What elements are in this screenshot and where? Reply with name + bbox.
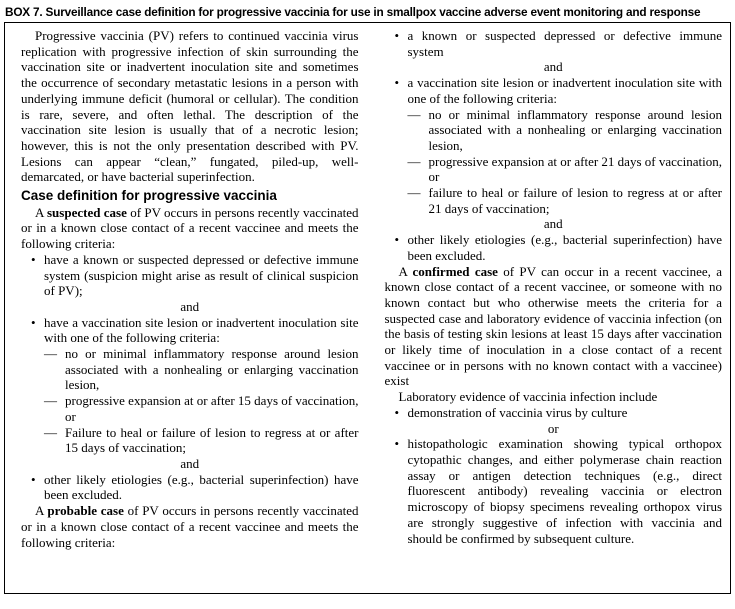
list-item bbox=[385, 28, 723, 59]
sub-list-item-text: failure to heal or failure of lesion to regress at or after 21 days of vaccination; bbox=[428, 185, 722, 216]
bullet-icon: • bbox=[394, 28, 400, 43]
dash-icon: — bbox=[44, 393, 57, 409]
list-item-text: other likely etiologies (e.g., bacterial superinfection) have been excluded. bbox=[44, 471, 359, 503]
connector-or: or bbox=[547, 420, 559, 436]
sub-list-item bbox=[21, 425, 359, 456]
dash-icon: — bbox=[44, 346, 57, 362]
bullet-icon: • bbox=[31, 251, 36, 267]
list-item-text: demonstration of vaccinia virus by culture bbox=[407, 404, 628, 420]
confirmed-bold: confirmed case bbox=[412, 263, 498, 279]
dash-icon: — bbox=[407, 185, 421, 201]
probable-case-paragraph bbox=[21, 503, 359, 550]
bullet-icon: • bbox=[394, 75, 400, 91]
dash-icon: — bbox=[407, 106, 421, 122]
sub-list-item bbox=[21, 346, 359, 393]
left-column bbox=[21, 28, 359, 587]
confirmed-pre: A bbox=[398, 263, 413, 279]
bullet-icon: • bbox=[31, 471, 36, 487]
list-item bbox=[21, 252, 359, 299]
connector-and: and bbox=[543, 216, 563, 232]
connector-and: and bbox=[543, 59, 563, 75]
dash-icon: — bbox=[44, 424, 57, 440]
sub-list-item bbox=[385, 107, 723, 154]
list-item bbox=[385, 75, 723, 106]
suspected-case-paragraph bbox=[21, 205, 359, 252]
connector-and: and bbox=[180, 455, 200, 471]
list-item-text: a known or suspected depressed or defective immune system bbox=[407, 28, 722, 59]
probable-bold: probable case bbox=[47, 503, 124, 519]
list-item bbox=[385, 232, 723, 263]
case-definition-heading: Case definition for progressive vaccinia bbox=[21, 188, 277, 204]
list-item-text: other likely etiologies (e.g., bacterial superinfection) have been excluded. bbox=[407, 232, 722, 263]
right-column bbox=[385, 28, 723, 587]
lab-evidence-paragraph: Laboratory evidence of vaccinia infection include bbox=[398, 389, 658, 405]
connector-and: and bbox=[180, 298, 200, 314]
suspected-pre: A bbox=[35, 204, 47, 220]
sub-list-item bbox=[21, 393, 359, 424]
confirmed-case-paragraph bbox=[385, 264, 723, 390]
list-item-text: have a known or suspected depressed or defective immune system (suspicion might arise as result of clinical suspicion of PV); bbox=[44, 251, 359, 299]
dash-icon: — bbox=[407, 153, 421, 169]
bullet-icon: • bbox=[31, 314, 36, 330]
sub-list-item-text: no or minimal inflammatory response around lesion associated with a nonhealing or enlarging vaccination lesion, bbox=[65, 346, 359, 393]
sub-list-item bbox=[385, 154, 723, 185]
sub-list-item-text: progressive expansion at or after 21 days of vaccination, or bbox=[428, 153, 722, 185]
list-item bbox=[385, 436, 723, 546]
list-item bbox=[21, 315, 359, 346]
intro-paragraph: Progressive vaccinia (PV) refers to continued vaccinia virus replication with progressive infection of skin surrounding the vaccination site or inadvertent inoculation site and sometimes the occurrence of secondary metastatic lesions in a person with underlying immune deficit (humoral or cellular). The condition is rare, severe, and often lethal. The description of the vaccination site lesion is usually that of a necrotic lesion; however, this is not the only presentation described with PV. Lesions can appear “clean,” fungated, piled-up, well-demarcated, or have bacterial superinfection. bbox=[21, 28, 359, 185]
probable-pre: A bbox=[35, 503, 48, 519]
sub-list-item bbox=[385, 185, 723, 216]
bullet-icon: • bbox=[394, 232, 400, 248]
list-item bbox=[21, 472, 359, 503]
confirmed-rest: of PV can occur in a recent vaccinee, a known close contact of a recent vaccinee, or someone with no known contact but who otherwise meets the criteria for a suspected case and laboratory evidence of vaccinia infection (on the basis of testing skin lesions at least 15 days after vaccination or likely time of inoculation in a close contact of a recent vaccinee or in persons with no known contact with a vaccinee) exist bbox=[384, 263, 722, 389]
sub-list-item-text: no or minimal inflammatory response around lesion associated with a nonhealing or enlarging vaccination lesion, bbox=[428, 106, 722, 153]
suspected-bold: suspected case bbox=[47, 204, 127, 220]
list-item-text: a vaccination site lesion or inadvertent inoculation site with one of the following criteria: bbox=[407, 75, 722, 106]
list-item-text: histopathologic examination showing typical orthopox cytopathic changes, and either polymerase chain reaction assay or antigen detection techniques (e.g., direct fluorescent antibody) revealing vaccinia or electron microscopy of biopsy specimens revealing orthopox virus are strongly suggestive of infection with vaccinia and should be confirmed by subsequent culture. bbox=[407, 436, 722, 546]
probable-rest: of PV occurs in persons recently vaccinated or in a known close contact of a recent vaccinee and meets the following criteria: bbox=[21, 503, 359, 550]
suspected-rest: of PV occurs in persons recently vaccinated or in a known close contact of a recent vaccinee and meets the following criteria: bbox=[21, 204, 359, 252]
definition-box bbox=[4, 22, 731, 594]
sub-list-item-text: Failure to heal or failure of lesion to regress at or after 15 days of vaccination; bbox=[65, 424, 359, 456]
list-item bbox=[385, 405, 723, 421]
list-item-text: have a vaccination site lesion or inadvertent inoculation site with one of the following criteria: bbox=[44, 314, 359, 346]
box-title: BOX 7. Surveillance case definition for progressive vaccinia for use in smallpox vaccine adverse event monitoring and response bbox=[5, 5, 701, 19]
sub-list-item-text: progressive expansion at or after 15 days of vaccination, or bbox=[65, 393, 359, 424]
bullet-icon: • bbox=[394, 404, 400, 420]
bullet-icon: • bbox=[394, 436, 400, 452]
